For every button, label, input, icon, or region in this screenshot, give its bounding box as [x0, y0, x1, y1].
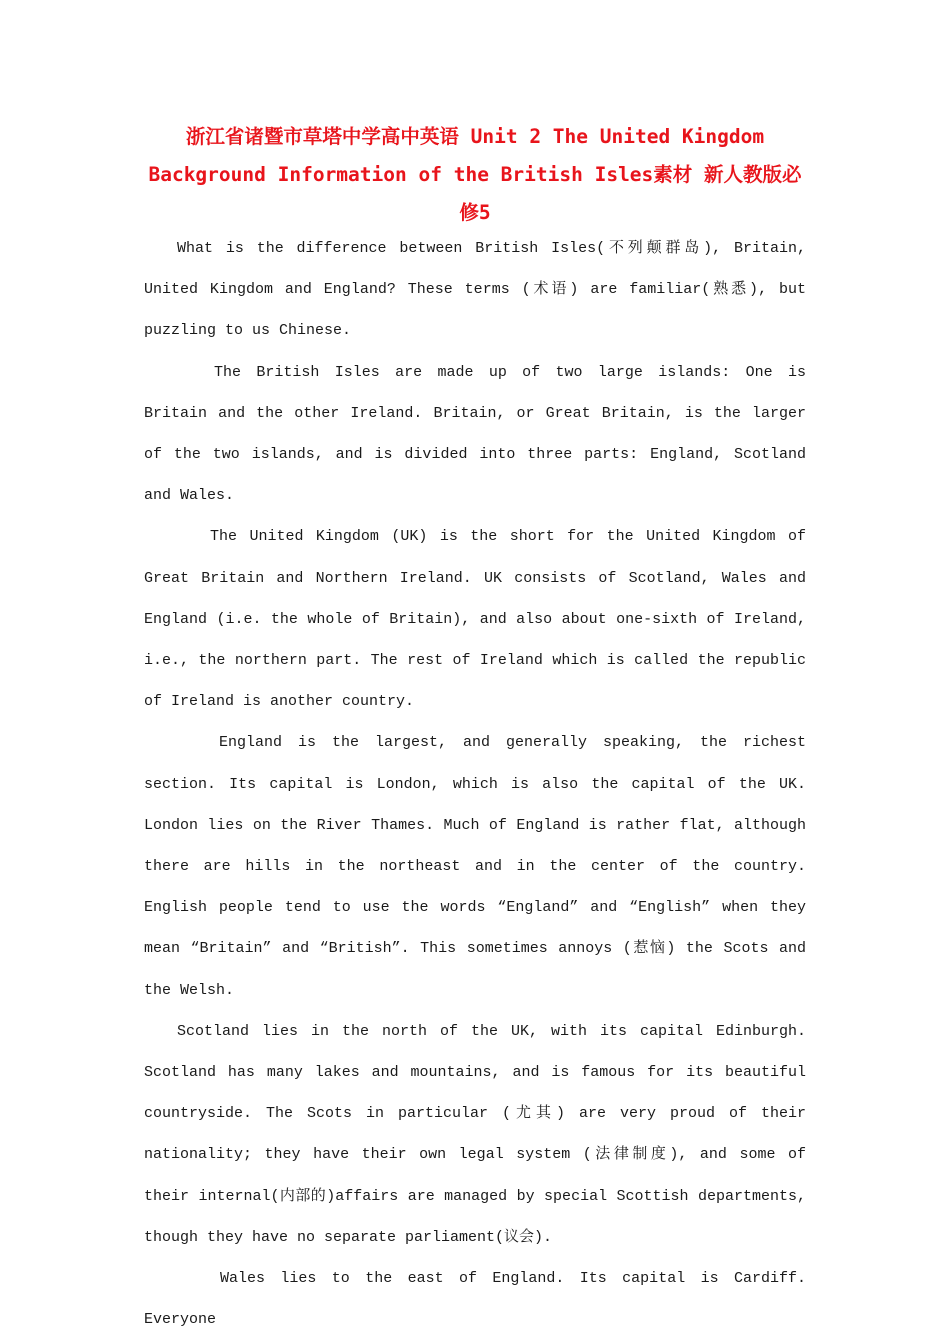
paragraph-terms: What is the difference between British Isles(不列颠群岛), Britain, United Kingdom and England? These terms (术语) are familiar(熟悉), but puzzling to us Chinese. [144, 240, 806, 340]
paragraph-scotland: Scotland lies in the north of the UK, with its capital Edinburgh. Scotland has many lakes and mountains, and is famous for its beautiful countryside. The Scots in particular (尤其) are very proud of their nationality; they have their own legal system (法律制度), and some of their internal(内部的)affairs are managed by special Scottish departments, though they have no separate parliament(议会). [144, 1022, 806, 1246]
paragraph-wales: Wales lies to the east of England. Its capital is Cardiff. Everyone [144, 1270, 806, 1329]
document-title: 浙江省诸暨市草塔中学高中英语 Unit 2 The United Kingdom Background Information of the British Isles素材 新人教版必修5 [148, 125, 802, 224]
paragraph-england: England is the largest, and generally speaking, the richest section. Its capital is London, which is also the capital of the UK. London lies on the River Thames. Much of England is rather flat, although there are hills in the northeast and in the center of the country. English people tend to use the words “England” and “English” when they mean “Britain” and “British”. This sometimes annoys (惹恼) the Scots and the Welsh. [144, 734, 806, 999]
paragraph-british-isles: The British Isles are made up of two large islands: One is Britain and the other Ireland. Britain, or Great Britain, is the larger of the two islands, and is divided into three parts: England, Scotland and Wales. [144, 363, 806, 505]
paragraph-united-kingdom: The United Kingdom (UK) is the short for the United Kingdom of Great Britain and Northern Ireland. UK consists of Scotland, Wales and England (i.e. the whole of Britain), and also about one-sixth of Ireland, i.e., the northern part. The rest of Ireland which is called the republic of Ireland is another country. [144, 528, 806, 711]
document-body [144, 228, 806, 1340]
